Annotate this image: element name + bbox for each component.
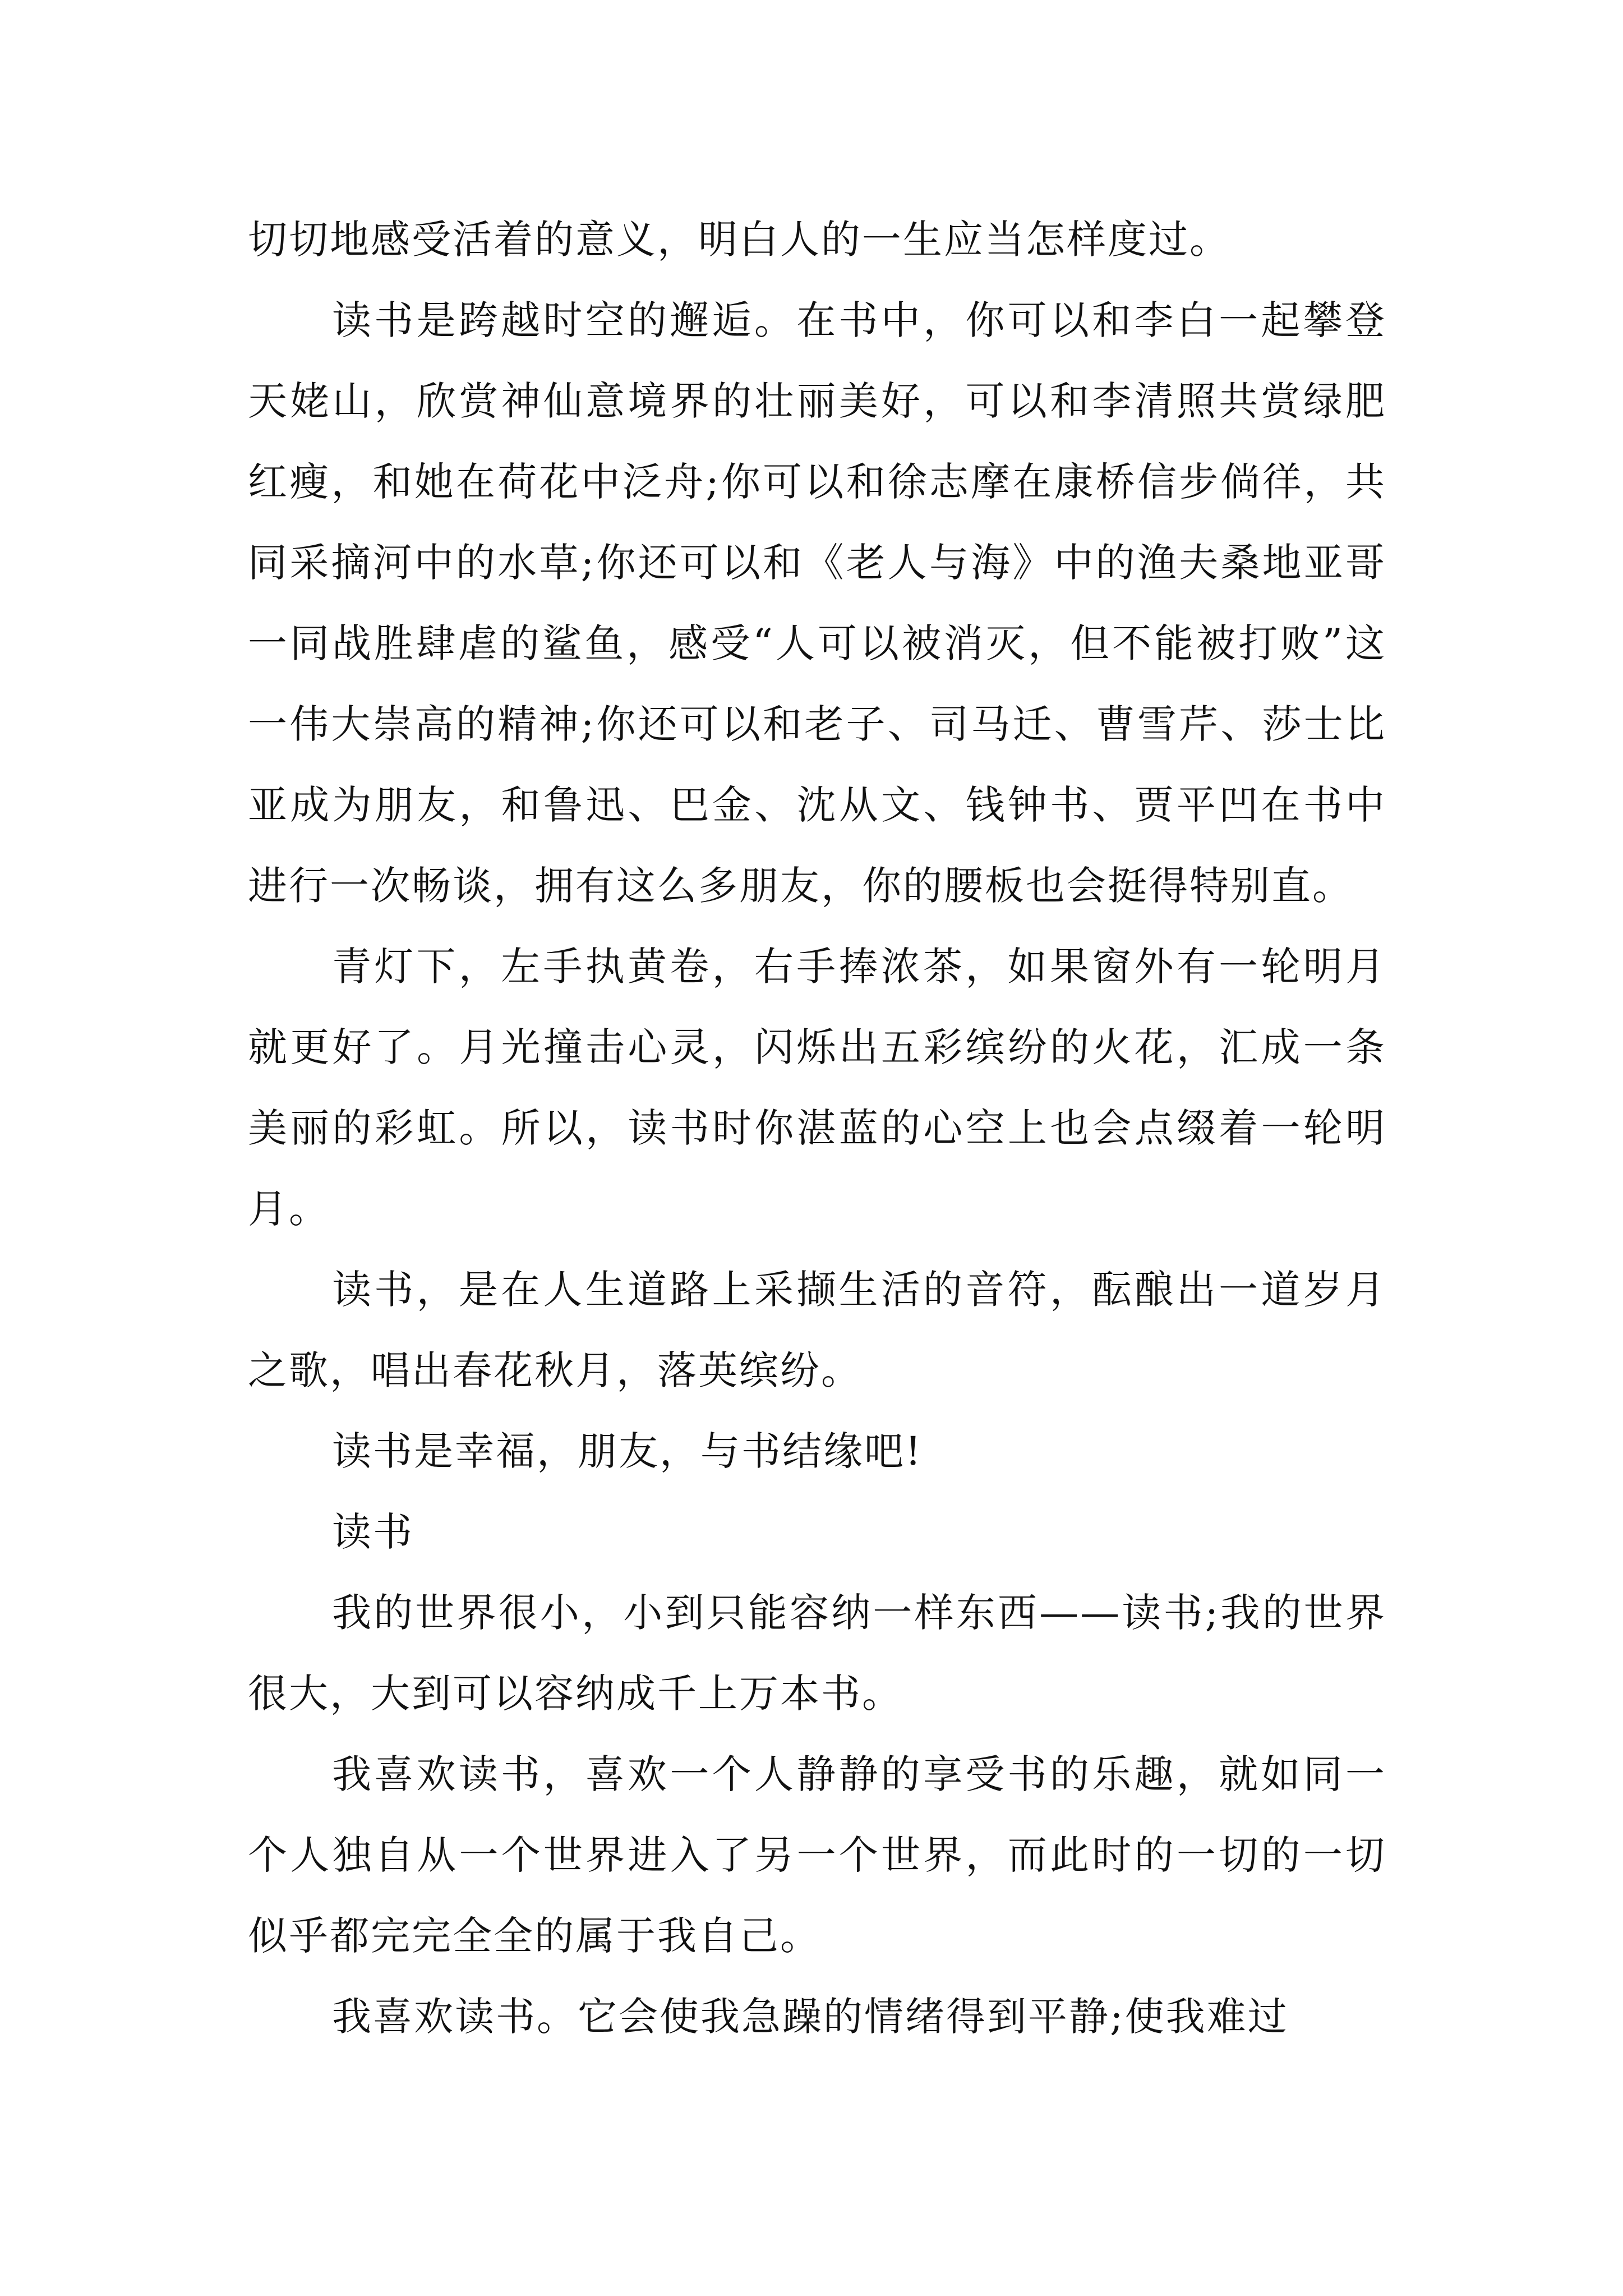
paragraph-6: 我的世界很小，小到只能容纳一样东西——读书;我的世界很大，大到可以容纳成千上万本书。	[248, 1590, 1386, 1717]
paragraph-8: 我喜欢读书。它会使我急躁的情绪得到平静;使我难过	[332, 1994, 1289, 2040]
paragraph-2: 读书是跨越时空的邂逅。在书中，你可以和李白一起攀登天姥山，欣赏神仙意境界的壮丽美好，可以和李清照共赏绿肥红瘦，和她在荷花中泛舟;你可以和徐志摩在康桥信步倘徉，共同采摘河中的水草;你还可以和《老人与海》中的渔夫桑地亚哥一同战胜肆虐的鲨鱼，感受“人可以被消灭，但不能被打败”这一伟大崇高的精神;你还可以和老子、司马迁、曹雪芹、莎士比亚成为朋友，和鲁迅、巴金、沈从文、钱钟书、贾平凹在书中进行一次畅谈，拥有这么多朋友，你的腰板也会挺得特别直。	[248, 297, 1386, 909]
paragraph-4: 读书，是在人生道路上采撷生活的音符，酝酿出一道岁月之歌，唱出春花秋月，落英缤纷。	[248, 1267, 1386, 1393]
paragraph-5: 读书是幸福，朋友，与书结缘吧!	[332, 1428, 923, 1474]
section-heading: 读书	[332, 1509, 414, 1555]
document-body	[248, 199, 1386, 2057]
paragraph-3: 青灯下，左手执黄卷，右手捧浓茶，如果窗外有一轮明月就更好了。月光撞击心灵，闪烁出五彩缤纷的火花，汇成一条美丽的彩虹。所以，读书时你湛蓝的心空上也会点缀着一轮明月。	[248, 944, 1386, 1232]
paragraph-1: 切切地感受活着的意义，明白人的一生应当怎样度过。	[248, 217, 1230, 263]
paragraph-7: 我喜欢读书，喜欢一个人静静的享受书的乐趣，就如同一个人独自从一个世界进入了另一个世界，而此时的一切的一切似乎都完完全全的属于我自己。	[248, 1751, 1386, 1959]
